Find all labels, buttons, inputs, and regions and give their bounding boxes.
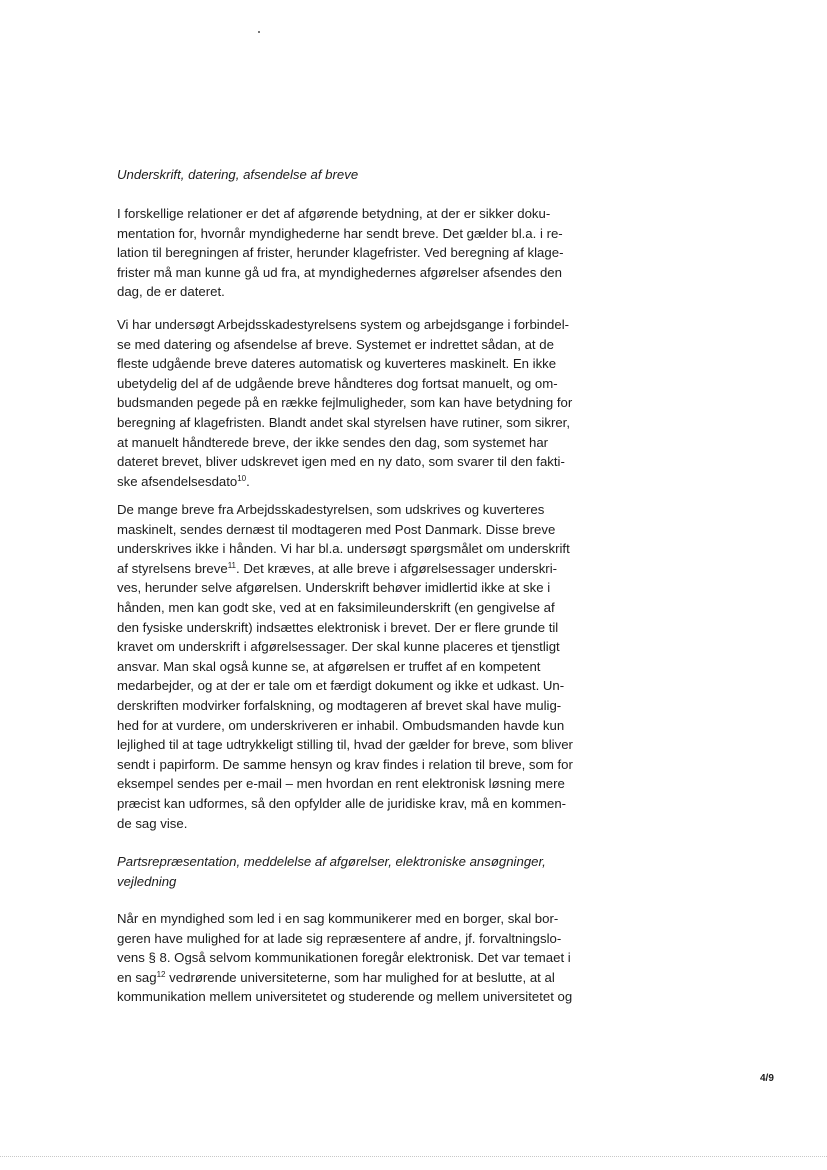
text-fragment: ske afsendelsesdato — [117, 473, 238, 489]
text-line: lejlighed til at tage udtrykkeligt stilling til, hvad der gælder for breve, som bliver — [117, 737, 573, 753]
text-line: I forskellige relationer er det af afgørende betydning, at der er sikker doku- — [117, 206, 551, 221]
text-line: derskriften modvirker forfalskning, og modtageren af brevet skal have mulig- — [117, 697, 562, 713]
text-line: den fysiske underskrift) indsættes elektronisk i brevet. Der er flere grunde til — [117, 619, 559, 635]
text-line — [117, 472, 587, 492]
text-line: lation til beregningen af frister, herunder klagefrister. Ved beregning af klage- — [117, 245, 564, 261]
text-line: Når en myndighed som led i en sag kommunikerer med en borger, skal bor- — [117, 911, 559, 926]
page-number: 4/9 — [760, 1073, 774, 1084]
scan-edge-line — [0, 1156, 827, 1158]
text-line: se med datering og afsendelse af breve. Systemet er indrettet sådan, at de — [117, 336, 554, 352]
text-fragment: vedrørende universiteterne, som har mulighed for at beslutte, at al — [165, 969, 555, 985]
text-line: kommunikation mellem universitetet og studerende og mellem universitetet og — [117, 989, 573, 1005]
text-line: hed for at vurdere, om underskriveren er inhabil. Ombudsmanden havde kun — [117, 717, 565, 733]
text-line: præcist kan udformes, så den opfylder alle de juridiske krav, må en kommen- — [117, 795, 567, 811]
text-line: maskinelt, sendes dernæst til modtageren med Post Danmark. Disse breve — [117, 521, 556, 537]
footnote-marker: 11 — [227, 560, 236, 570]
scan-artifact — [258, 31, 260, 33]
text-line: geren have mulighed for at lade sig repræsentere af andre, jf. forvaltningslo- — [117, 930, 562, 946]
footnote-marker: 10 — [237, 473, 247, 483]
section-heading-representation — [117, 852, 587, 891]
paragraph-representation — [117, 909, 587, 1007]
text-fragment: en sag — [117, 969, 157, 985]
heading-line: vejledning — [117, 873, 177, 889]
text-line: budsmanden pegede på en række fejlmuligheder, som kan have betydning for — [117, 395, 573, 411]
text-line: hånden, men kan godt ske, ved at en faksimileunderskrift (en gengivelse af — [117, 599, 555, 615]
text-fragment: af styrelsens breve — [117, 560, 228, 576]
text-line: ves, herunder selve afgørelsen. Underskrift behøver imidlertid ikke at ske i — [117, 580, 551, 596]
paragraph-dating-system — [117, 315, 587, 491]
text-line: sendt i papirform. De samme hensyn og krav findes i relation til breve, som for — [117, 756, 573, 772]
text-line: mentation for, hvornår myndighederne har sendt breve. Det gælder bl.a. i re- — [117, 225, 563, 241]
text-line: fleste udgående breve dateres automatisk og kuverteres maskinelt. En ikke — [117, 356, 557, 372]
text-line: beregning af klagefristen. Blandt andet skal styrelsen have rutiner, som sikrer, — [117, 414, 571, 430]
text-fragment: . — [246, 473, 250, 489]
text-line: kravet om underskrift i afgørelsessager. Der skal kunne placeres et tjenstligt — [117, 639, 560, 655]
text-line: ubetydelig del af de udgående breve håndteres dog fortsat manuelt, og om- — [117, 375, 558, 391]
text-line: at manuelt håndterede breve, der ikke sendes den dag, som systemet har — [117, 434, 549, 450]
text-line: underskrives ikke i hånden. Vi har bl.a. undersøgt spørgsmålet om underskrift — [117, 541, 570, 557]
text-line: vens § 8. Også selvom kommunikationen foregår elektronisk. Det var temaet i — [117, 950, 571, 966]
text-line: De mange breve fra Arbejdsskadestyrelsen, som udskrives og kuverteres — [117, 502, 545, 517]
text-line: frister må man kunne gå ud fra, at myndighedernes afgørelser afsendes den — [117, 264, 562, 280]
text-line: dag, de er dateret. — [117, 284, 225, 300]
text-line — [117, 968, 587, 988]
footnote-marker: 12 — [156, 969, 166, 979]
paragraph-signature-requirements — [117, 500, 587, 833]
heading-line: Partsrepræsentation, meddelelse af afgørelser, elektroniske ansøgninger, — [117, 854, 546, 869]
text-line: medarbejder, og at der er tale om et færdigt dokument og ikke et udkast. Un- — [117, 678, 565, 694]
text-fragment: . Det kræves, at alle breve i afgørelsessager underskri- — [236, 560, 558, 576]
text-line: ansvar. Man skal også kunne se, at afgørelsen er truffet af en kompetent — [117, 658, 541, 674]
text-line: Vi har undersøgt Arbejdsskadestyrelsens system og arbejdsgange i forbindel- — [117, 317, 570, 332]
text-line: dateret brevet, bliver udskrevet igen med en ny dato, som svarer til den fakti- — [117, 454, 565, 470]
text-line — [117, 559, 587, 579]
paragraph-documentation — [117, 204, 587, 302]
text-line: de sag vise. — [117, 815, 188, 831]
text-line: eksempel sendes per e-mail – men hvordan en rent elektronisk løsning mere — [117, 776, 565, 792]
section-heading-signature: Underskrift, datering, afsendelse af breve — [117, 167, 359, 182]
